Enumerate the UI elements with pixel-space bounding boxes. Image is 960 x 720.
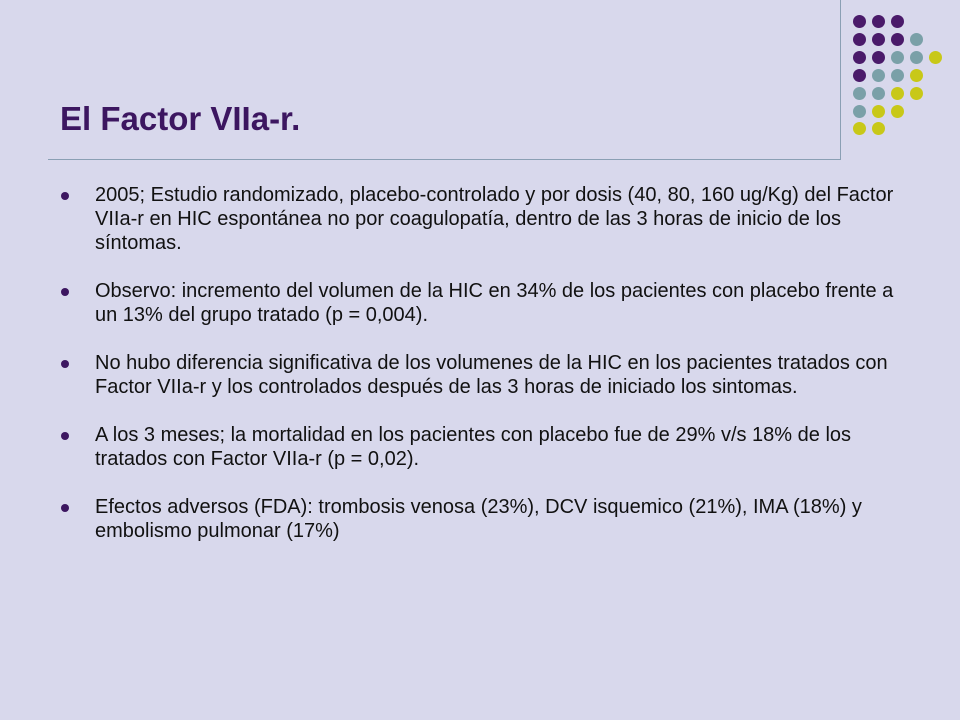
decor-dot xyxy=(891,87,904,100)
decor-dot xyxy=(872,87,885,100)
bullet-item xyxy=(60,351,900,399)
decor-dot xyxy=(891,33,904,46)
bullet-text: 2005; Estudio randomizado, placebo-controlado y por dosis (40, 80, 160 ug/Kg) del Factor VIIa-r en HIC espontánea no por coagulopatía, dentro de las 3 horas de inicio de los síntomas. xyxy=(95,184,894,254)
bullet-text: Efectos adversos (FDA): trombosis venosa (23%), DCV isquemico (21%), IMA (18%) y embolismo pulmonar (17%) xyxy=(95,496,862,542)
decor-dot xyxy=(872,105,885,118)
decor-dot xyxy=(853,51,866,64)
decor-dot xyxy=(853,15,866,28)
slide-title: El Factor VIIa-r. xyxy=(60,100,301,137)
decor-dot xyxy=(872,15,885,28)
decor-dot xyxy=(853,87,866,100)
decor-dot xyxy=(853,105,866,118)
decor-dot xyxy=(891,15,904,28)
corner-divider-line xyxy=(840,0,841,160)
decor-dot xyxy=(872,33,885,46)
bullet-text: Observo: incremento del volumen de la HIC en 34% de los pacientes con placebo frente a un 13% del grupo tratado (p = 0,004). xyxy=(95,280,894,326)
decor-dot xyxy=(853,69,866,82)
bullet-list xyxy=(60,183,900,567)
bullet-item xyxy=(60,183,900,255)
bullet-icon xyxy=(61,288,69,296)
bullet-text: A los 3 meses; la mortalidad en los pacientes con placebo fue de 29% v/s 18% de los tratados con Factor VIIa-r (p = 0,02). xyxy=(95,424,852,470)
decor-dot xyxy=(853,33,866,46)
title-divider-line xyxy=(48,159,840,160)
decor-dot xyxy=(910,33,923,46)
decor-dot xyxy=(910,69,923,82)
bullet-icon xyxy=(61,192,69,200)
decor-dot xyxy=(872,122,885,135)
decor-dot xyxy=(853,122,866,135)
decor-dot xyxy=(910,87,923,100)
decor-dot xyxy=(872,69,885,82)
bullet-item xyxy=(60,495,900,543)
decor-dot xyxy=(891,69,904,82)
decor-dot xyxy=(891,105,904,118)
bullet-text: No hubo diferencia significativa de los volumenes de la HIC en los pacientes tratados con Factor VIIa-r y los controlados después de las 3 horas de iniciado los sintomas. xyxy=(95,352,888,398)
bullet-item xyxy=(60,279,900,327)
decor-dot xyxy=(891,51,904,64)
bullet-item xyxy=(60,423,900,471)
decor-dot xyxy=(910,51,923,64)
bullet-icon xyxy=(61,504,69,512)
decor-dot xyxy=(872,51,885,64)
bullet-icon xyxy=(61,432,69,440)
bullet-icon xyxy=(61,360,69,368)
decor-dot xyxy=(929,51,942,64)
